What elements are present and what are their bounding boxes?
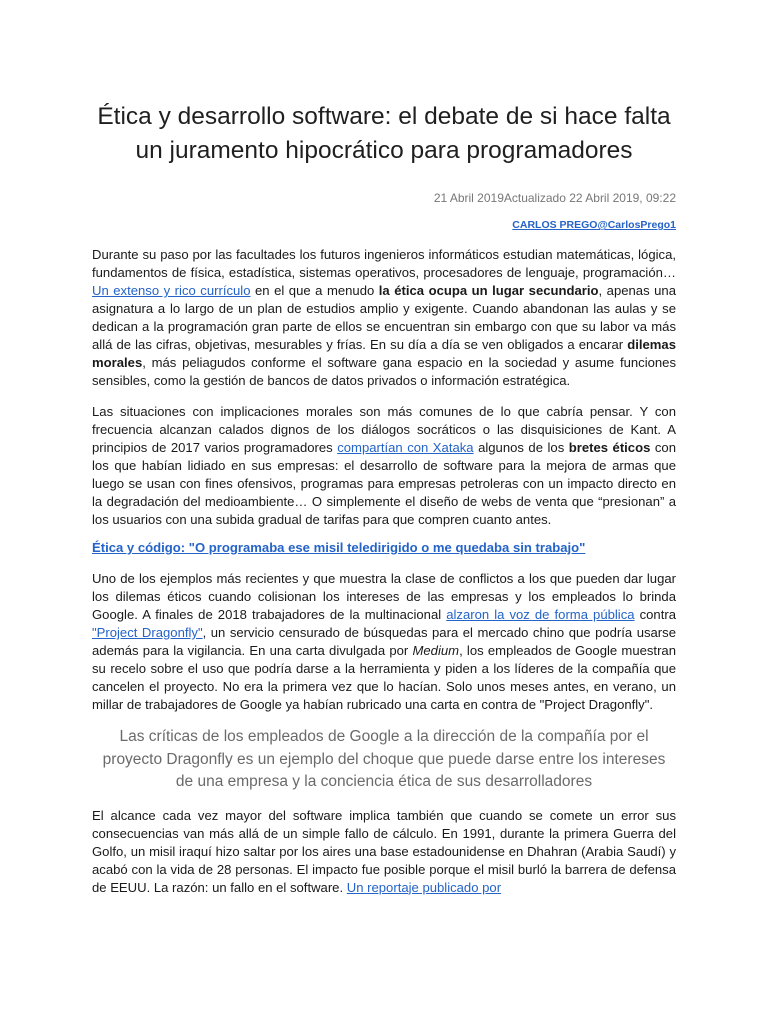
- text-run: Las situaciones con implicaciones morales son más comunes de lo que cabría pensar. Y con frecuencia alcanzan calados dignos de los diálogos socráticos o las disquisiciones de Kant. A principios de 2017 varios programadores: [92, 404, 676, 455]
- paragraph-1: [92, 246, 676, 390]
- text-run: , más peliagudos conforme el software gana espacio en la sociedad y asume funciones sensibles, como la gestión de bancos de datos privados o información estratégica.: [92, 355, 676, 388]
- publish-date: 21 Abril 2019Actualizado 22 Abril 2019, 09:22: [433, 191, 676, 205]
- pull-quote: Las críticas de los empleados de Google a la dirección de la compañía por el proyecto Dragonfly es un ejemplo del choque que puede darse entre los intereses de una empresa y la conciencia ética de sus desarrolladores: [102, 728, 666, 790]
- text-run: , un servicio censurado de búsquedas para el mercado chino que podría usarse además para la vigilancia. En una carta divulgada por: [92, 625, 677, 658]
- author-link[interactable]: [512, 219, 676, 231]
- paragraph-2: [92, 403, 676, 529]
- text-run: , los empleados de Google muestran su recelo sobre el uso que podría darse a la herramienta y piden a los líderes de la compañía que cancelen el proyecto. No era la primera vez que lo hacían. Solo unos meses antes, en verano, un millar de trabajadores de Google ya habían rubricado una carta en contra de "Project Dragonfly".: [92, 643, 676, 712]
- report-link[interactable]: Un reportaje publicado por: [346, 879, 502, 895]
- title-line-2: un juramento hipocrático para programadores: [135, 137, 633, 164]
- text-run: Uno de los ejemplos más recientes y que muestra la clase de conflictos a los que pueden dar lugar los dilemas éticos cuando colisionan los intereses de las empresas y los empleados lo brinda Google. A finales de 2018 trabajadores de la multinacional: [92, 571, 676, 622]
- title-line-1: Ética y desarrollo software: el debate de si hace falta: [97, 103, 671, 130]
- article-title: [92, 0, 676, 168]
- public-voice-link[interactable]: alzaron la voz de forma pública: [446, 607, 635, 622]
- italic-text: Medium: [412, 643, 460, 658]
- author-handle: @CarlosPrego1: [597, 219, 676, 231]
- paragraph-3: [92, 570, 676, 714]
- text-run: Durante su paso por las facultades los futuros ingenieros informáticos estudian matemáticas, lógica, fundamentos de física, estadística, sistemas operativos, procesadores de lenguaje, programación…: [92, 247, 676, 280]
- project-dragonfly-link[interactable]: "Project Dragonfly": [92, 625, 203, 640]
- text-run: en el que a menudo: [250, 283, 379, 298]
- bold-text: la ética ocupa un lugar secundario: [378, 283, 599, 298]
- paragraph-4: [92, 807, 676, 897]
- text-run: con los que habían lidiado en sus empresas: el desarrollo de software para la mejora de armas que luego se usan con fines ofensivos, programas para empresas petroleras con un impacto directo en la degradación del medioambiente… O simplemente el diseño de webs de venta que “presionan” a los usuarios con una subida gradual de tarifas para que compren cuanto antes.: [92, 440, 676, 527]
- bold-text: bretes éticos: [568, 440, 651, 455]
- section-subheading: [92, 539, 676, 557]
- subheading-link[interactable]: Ética y código: "O programaba ese misil teledirigido o me quedaba sin trabajo": [92, 540, 586, 555]
- text-run: , apenas una asignatura a lo largo de un plan de estudios amplio y exigente. Cuando abandonan las aulas y se dedican a la programación gran parte de ellos se encuentran sin embargo con que su labor va más allá de las cifras, objetivas, mesurables y frías. En su día a día se ven obligados a encarar: [92, 283, 676, 352]
- curriculum-link[interactable]: Un extenso y rico currículo: [92, 283, 251, 298]
- xataka-link[interactable]: compartían con Xataka: [337, 440, 474, 455]
- text-run: El alcance cada vez mayor del software implica también que cuando se comete un error sus consecuencias van más allá de un simple fallo de cálculo. En 1991, durante la primera Guerra del Golfo, un misil iraquí hizo saltar por los aires una base estadounidense en Dhahran (Arabia Saudí) y acabó con la vida de 28 personas. El impacto fue posible porque el misil burló la barrera de defensa de EEUU. La razón: un fallo en el software.: [92, 807, 676, 895]
- author-byline: [92, 219, 676, 232]
- text-run: algunos de los: [473, 440, 569, 455]
- text-run: contra: [634, 607, 676, 622]
- author-name: CARLOS PREGO: [512, 219, 598, 231]
- bold-text: dilemas morales: [92, 337, 676, 370]
